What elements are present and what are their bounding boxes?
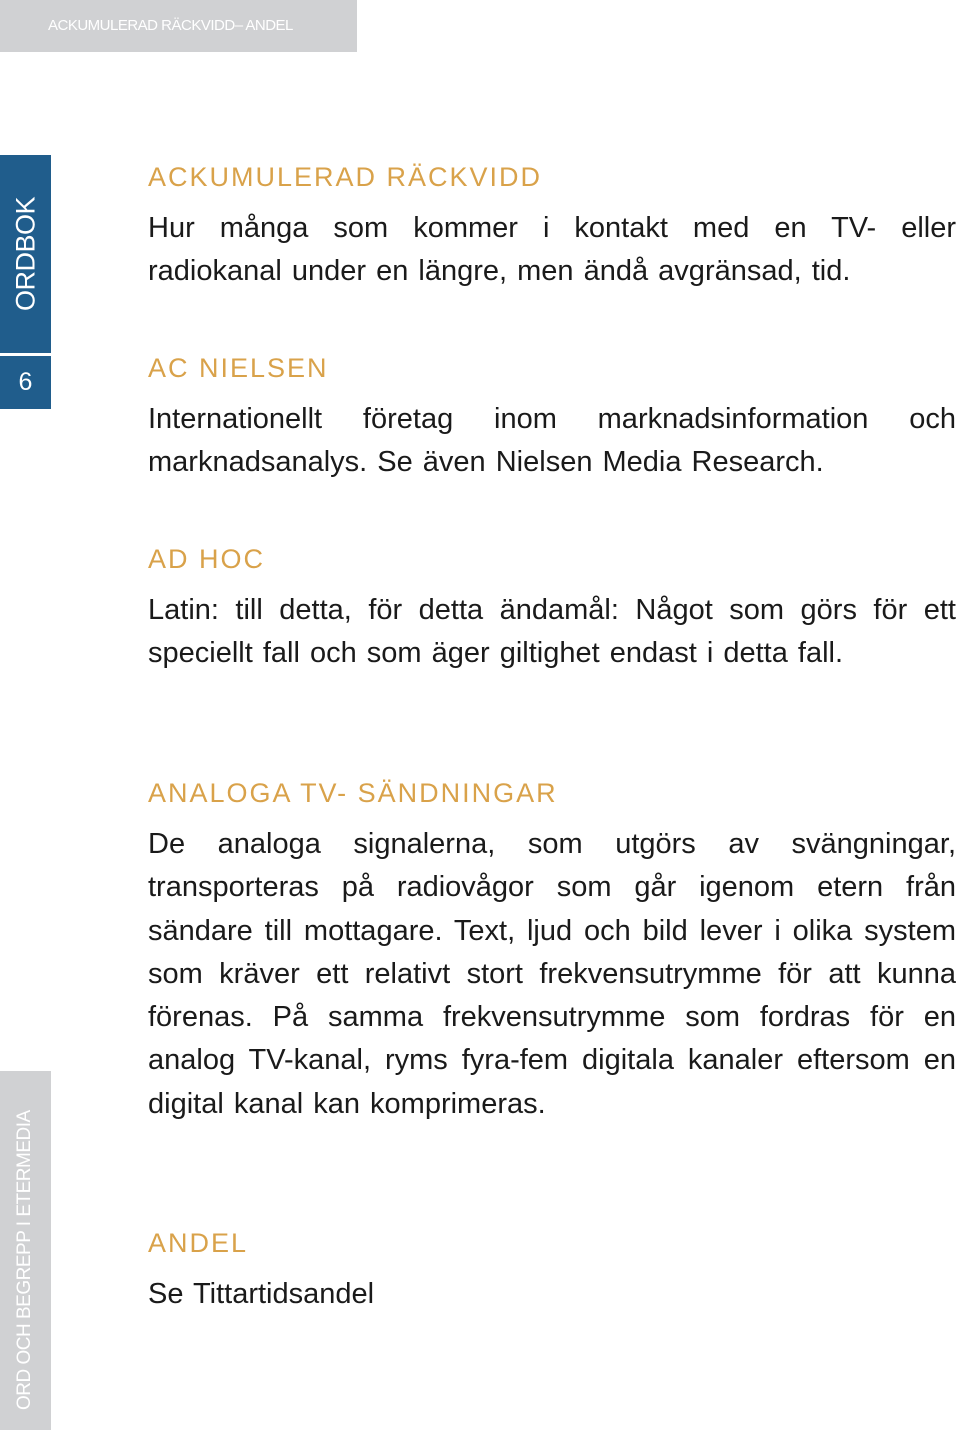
glossary-entry: [148, 778, 956, 1126]
glossary-entry: [148, 162, 956, 294]
book-title-tab: [0, 1071, 51, 1430]
entry-term: ACKUMULERAD RÄCKVIDD: [148, 162, 543, 192]
glossary-entry: [148, 544, 956, 676]
book-title-label: ORD OCH BEGREPP I ETERMEDIA: [14, 1110, 35, 1410]
glossary-entry: [148, 1228, 956, 1316]
entry-definition: Latin: till detta, för detta ändamål: Något som görs för ett speciellt fall och som äger giltighet endast i detta fall.: [148, 594, 956, 670]
entry-definition: De analoga signalerna, som utgörs av svängningar, transporteras på radiovågor som går igenom etern från sändare till mottagare. Text, ljud och bild lever i olika system som kräver ett relativt stort frekvensutrymme för att kunna förenas. På samma frekvensutrymme som fordras för en analog TV-kanal, ryms fyra-fem digitala kanaler eftersom en digital kanal kan komprimeras.: [148, 828, 956, 1120]
entry-definition: Se Tittartidsandel: [148, 1278, 375, 1310]
running-header: ACKUMULERAD RÄCKVIDD– ANDEL: [0, 0, 357, 52]
entry-term: AD HOC: [148, 544, 266, 574]
section-tab: [0, 155, 51, 353]
section-tab-label: ORDBOK: [10, 196, 40, 312]
entry-term: ANALOGA TV- SÄNDNINGAR: [148, 778, 558, 808]
entry-definition: Hur många som kommer i kontakt med en TV- eller radiokanal under en längre, men ändå avgränsad, tid.: [148, 212, 956, 288]
entry-term: ANDEL: [148, 1228, 249, 1258]
entry-definition: Internationellt företag inom marknadsinformation och marknadsanalys. Se även Nielsen Media Research.: [148, 403, 956, 479]
page-number: 6: [0, 356, 51, 409]
entry-term: AC NIELSEN: [148, 353, 329, 383]
glossary-entry: [148, 353, 956, 485]
